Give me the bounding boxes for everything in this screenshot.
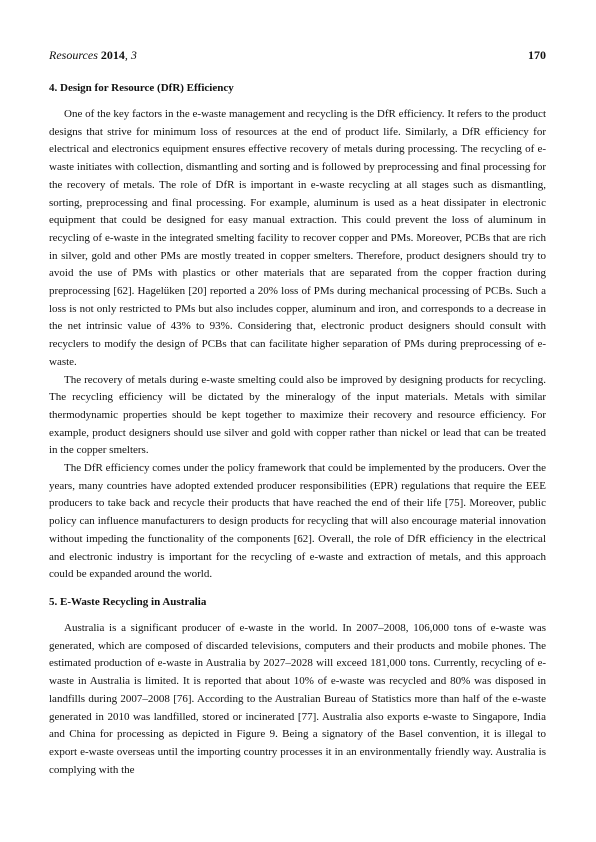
spacer: [49, 96, 546, 106]
page-number: 170: [528, 48, 546, 62]
journal-name: Resources: [49, 48, 98, 62]
running-header: [49, 48, 546, 64]
body-paragraph: Australia is a significant producer of e-waste in the world. In 2007–2008, 106,000 tons of e-waste was generated, which are composed of discarded televisions, computers and their products and mobile phones. The estimated production of e-waste in Australia by 2027–2028 will exceed 181,000 tons. Currently, recycling of e-waste in Australia is limited. It is reported that about 10% of e-waste was recycled and 80% was disposed in landfills during 2007–2008 [76]. According to the Australian Bureau of Statistics more than half of the e-waste generated in 2010 was landfilled, stored or incinerated [77]. Australia also exports e-waste to Singapore, India and China for processing as depicted in Figure 9. Being a signatory of the Basel convention, it is illegal to export e-waste overseas until the importing country processes it in an environmentally friendly way. Australia is complying with the: [49, 621, 546, 776]
section-heading-5: 5. E-Waste Recycling in Australia: [49, 595, 207, 608]
spacer: [49, 610, 546, 620]
body-paragraph: One of the key factors in the e-waste management and recycling is the DfR efficiency. It refers to the product designs that strive for minimum loss of resources at the end of product life. Similarly, a DfR efficiency for electrical and electronics equipment ensures effective recovery of metals during processing. The recycling of e-waste initiates with collection, dismantling and sorting and is followed by preprocessing and final processing for the recovery of metals. The role of DfR is important in e-waste recycling at all stages such as dismantling, sorting, preprocessing and final processing. For example, aluminum is used as a heat dissipater in electronic equipment that could be designed for easy manual extraction. This could prevent the loss of aluminum in recycling of e-waste in the integrated smelting facility to recover copper and PMs. Moreover, PCBs that are rich in silver, gold and other PMs are mostly treated in copper smelters. Therefore, product designers should try to avoid the use of PMs with plastics or other materials that are separated from the copper fraction during preprocessing [62]. Hagelüken [20] reported a 20% loss of PMs during mechanical processing of PCBs. Such a loss is not only restricted to PMs but also includes copper, aluminum and iron, and corresponds to a decrease in the net intrinsic value of 43% to 93%. Considering that, electronic product designers should consult with recyclers to modify the design of PCBs that can facilitate higher separation of PMs during preprocessing of e-waste.: [49, 108, 546, 368]
document-page: [49, 48, 546, 779]
journal-year: 2014: [100, 48, 125, 62]
body-paragraph: The DfR efficiency comes under the policy framework that could be implemented by the producers. Over the years, many countries have adopted extended producer responsibilities (EPR) regulations that require the EEE producers to take back and recycle their products that have reached the end of their life [75]. Moreover, public policy can influence manufacturers to design products for recycling that will also encourage material innovation without impeding the functionality of the components [62]. Overall, the role of DfR efficiency in the electrical and electronic industry is important for the recycling of e-waste and extraction of metals, and this approach could be expanded around the world.: [49, 462, 546, 581]
journal-volume: 3: [130, 48, 137, 62]
body-paragraph: The recovery of metals during e-waste smelting could also be improved by designing products for recycling. The recycling efficiency will be dictated by the mineralogy of the input materials. Metals with similar thermodynamic properties should be kept together to maximize their recovery and resource efficiency. For example, product designers should use silver and gold with copper rather than nickel or lead that can be treated in the copper smelters.: [49, 373, 546, 457]
section-heading-4: 4. Design for Resource (DfR) Efficiency: [49, 82, 234, 94]
journal-citation: Resources 2014, 3: [49, 48, 137, 62]
